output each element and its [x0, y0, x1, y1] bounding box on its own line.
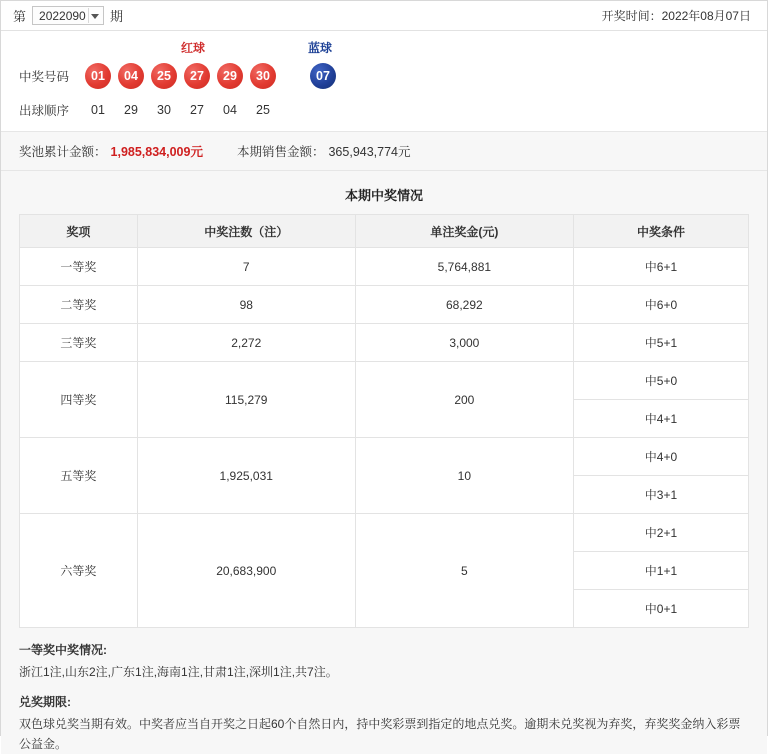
- red-ball: 27: [184, 63, 210, 89]
- sales-value: 365,943,774元: [328, 145, 411, 159]
- prize-condition: 中6+1: [573, 248, 748, 286]
- order-number: 25: [256, 103, 270, 117]
- issue-select-divider: [88, 8, 89, 23]
- prize-condition: 中4+1: [573, 400, 748, 438]
- money-summary-row: [1, 132, 767, 171]
- order-number: 01: [91, 103, 105, 117]
- prize-count: 1,925,031: [137, 438, 355, 514]
- blue-group-label: 蓝球: [308, 41, 333, 55]
- issue-suffix-label: 期: [110, 9, 124, 24]
- red-ball: 25: [151, 63, 177, 89]
- ball-order-values: [85, 103, 283, 117]
- red-group-label: 红球: [181, 41, 206, 55]
- table-row: [20, 286, 749, 324]
- prize-section-title: 本期中奖情况: [344, 188, 423, 203]
- prize-condition: 中5+1: [573, 324, 748, 362]
- winning-numbers-row: [1, 59, 767, 93]
- winning-balls: [85, 63, 343, 89]
- sales-label: 本期销售金额：: [236, 145, 325, 159]
- pool-value: 1,985,834,009元: [110, 145, 203, 159]
- prize-name: 一等奖: [20, 248, 138, 286]
- table-row: [20, 324, 749, 362]
- table-row: [20, 362, 749, 400]
- prize-count: 7: [137, 248, 355, 286]
- prize-amount: 10: [355, 438, 573, 514]
- prize-amount: 5: [355, 514, 573, 628]
- issue-select[interactable]: [32, 6, 104, 25]
- top-bar: [1, 1, 767, 31]
- prize-count: 98: [137, 286, 355, 324]
- prize-name: 六等奖: [20, 514, 138, 628]
- first-prize-heading: 一等奖中奖情况:: [19, 643, 107, 657]
- prize-amount: 3,000: [355, 324, 573, 362]
- prize-count: 115,279: [137, 362, 355, 438]
- first-prize-text: 浙江1注,山东2注,广东1注,海南1注,甘肃1注,深圳1注,共7注。: [19, 665, 338, 679]
- notes-section: [1, 628, 767, 754]
- prize-condition: 中3+1: [573, 476, 748, 514]
- red-ball: 29: [217, 63, 243, 89]
- prize-count: 20,683,900: [137, 514, 355, 628]
- red-ball: 01: [85, 63, 111, 89]
- prize-amount: 68,292: [355, 286, 573, 324]
- prize-condition: 中1+1: [573, 552, 748, 590]
- prize-table: [19, 214, 749, 628]
- prize-name: 二等奖: [20, 286, 138, 324]
- header-prize-count: 中奖注数（注）: [137, 215, 355, 248]
- header-prize-name: 奖项: [20, 215, 138, 248]
- table-row: [20, 514, 749, 552]
- prize-name: 四等奖: [20, 362, 138, 438]
- header-prize-amount: 单注奖金(元): [355, 215, 573, 248]
- ball-group-labels: [1, 39, 767, 59]
- order-number: 27: [190, 103, 204, 117]
- draw-time-label: 开奖时间：2022年08月07日: [601, 9, 751, 23]
- prize-name: 五等奖: [20, 438, 138, 514]
- prize-amount: 200: [355, 362, 573, 438]
- prize-table-header-row: [20, 215, 749, 248]
- prize-condition: 中4+0: [573, 438, 748, 476]
- redeem-text: 双色球兑奖当期有效。中奖者应当自开奖之日起60个自然日内，持中奖彩票到指定的地点兑奖。逾期未兑奖视为弃奖，弃奖奖金纳入彩票公益金。: [19, 717, 741, 751]
- prize-name: 三等奖: [20, 324, 138, 362]
- issue-prefix-label: 第: [13, 9, 27, 24]
- issue-select-value: 2022090: [39, 9, 86, 23]
- prize-condition: 中5+0: [573, 362, 748, 400]
- chevron-down-icon: [91, 14, 99, 19]
- blue-ball: 07: [310, 63, 336, 89]
- ball-order-row: [1, 93, 767, 127]
- prize-condition: 中2+1: [573, 514, 748, 552]
- pool-label: 奖池累计金额：: [19, 145, 107, 159]
- winning-numbers-label: 中奖号码: [19, 70, 70, 84]
- redeem-heading: 兑奖期限:: [19, 695, 71, 709]
- table-row: [20, 248, 749, 286]
- prize-condition: 中6+0: [573, 286, 748, 324]
- prize-count: 2,272: [137, 324, 355, 362]
- ball-order-label: 出球顺序: [19, 104, 70, 118]
- result-panel: [1, 31, 767, 132]
- order-number: 29: [124, 103, 138, 117]
- table-row: [20, 438, 749, 476]
- red-ball: 30: [250, 63, 276, 89]
- red-ball: 04: [118, 63, 144, 89]
- prize-condition: 中0+1: [573, 590, 748, 628]
- order-number: 30: [157, 103, 171, 117]
- header-prize-condition: 中奖条件: [573, 215, 748, 248]
- prize-amount: 5,764,881: [355, 248, 573, 286]
- prize-section: [1, 171, 767, 628]
- order-number: 04: [223, 103, 237, 117]
